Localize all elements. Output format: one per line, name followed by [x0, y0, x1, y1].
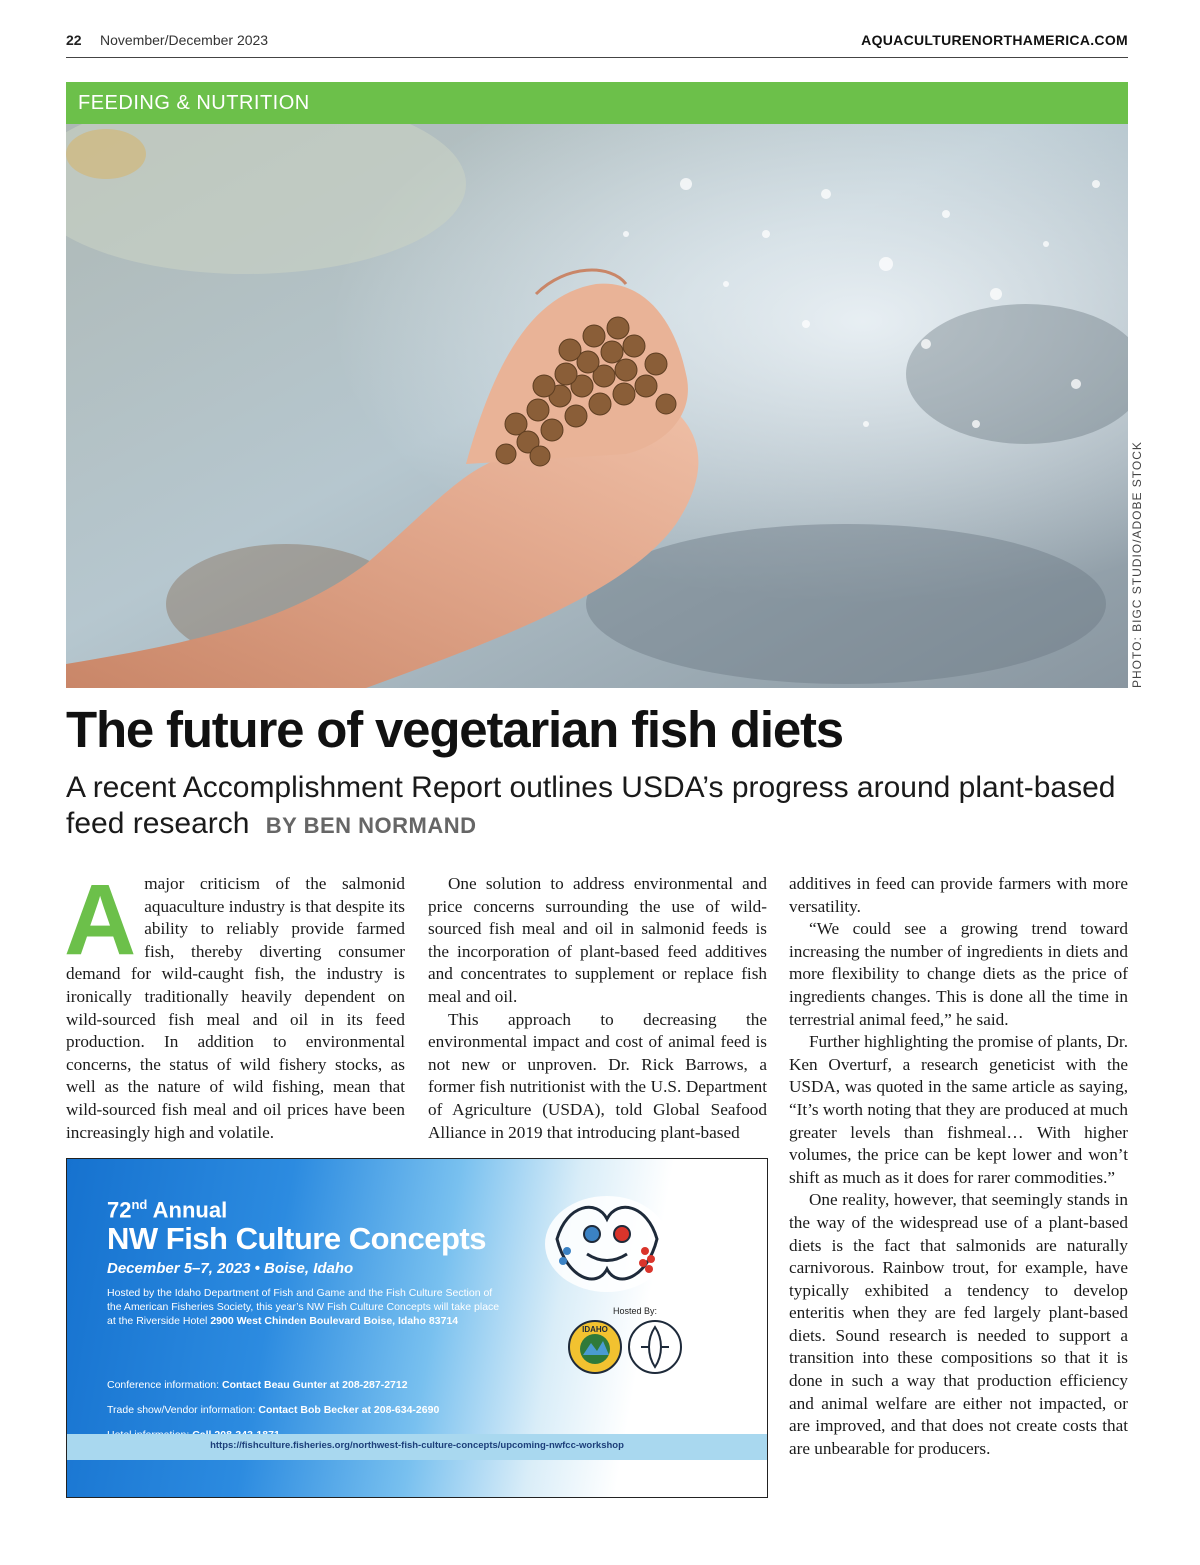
ad-annual-number: 72: [107, 1197, 132, 1223]
ad-title: NW Fish Culture Concepts: [107, 1221, 486, 1256]
ad-url-bar: [67, 1434, 767, 1460]
ad-description-text: Hosted by the Idaho Department of Fish and Game and the Fish Culture Section of the American Fisheries Society, this year’s NW Fish Culture Concepts will take place at the Riverside Hotel: [107, 1287, 500, 1327]
native-fish-artwork-icon: [537, 1189, 677, 1299]
event-advertisement[interactable]: [66, 1158, 768, 1498]
article-paragraph: [64, 864, 405, 1144]
hand-holding-fish-feed-pellets-icon: [66, 124, 1128, 688]
hero-photo: [66, 124, 1128, 688]
article-paragraph: Further highlighting the promise of plants, Dr. Ken Overturf, a research geneticist with the USDA, was quoted in the same article as saying, “It’s worth noting that they are produced at much greater levels than fishmeal… With higher volumes, the price can be kept lower and won’t shift as much as it does for rarer commodities.”: [789, 1032, 1128, 1187]
ad-conference-label: Conference information:: [107, 1379, 220, 1391]
ad-trade-label: Trade show/Vendor information:: [107, 1404, 256, 1416]
article-paragraph: This approach to decreasing the environmental impact and cost of animal feed is not new or unproven. Dr. Rick Barrows, a former fish nutritionist with the U.S. Department of Agriculture (USDA), told Global Seafood Alliance in 2019 that introducing plant-based: [428, 1009, 767, 1142]
ad-annual-suffix: nd: [131, 1197, 148, 1212]
ad-description: [107, 1286, 507, 1328]
drop-cap: A: [64, 864, 137, 976]
ad-dates: December 5–7, 2023 • Boise, Idaho: [107, 1260, 354, 1277]
ad-trade-info: [107, 1404, 439, 1416]
article-headline: The future of vegetarian fish diets: [66, 701, 843, 758]
article-paragraph: One solution to address environmental and price concerns surrounding the use of wild-sourced fish meal and oil in salmonid feeds is the incorporation of plant-based feed additives and concentrates to supplement or replace fish meal and oil.: [428, 874, 767, 1006]
ad-annual-word: Annual: [152, 1197, 228, 1223]
site-url[interactable]: AQUACULTURENORTHAMERICA.COM: [861, 32, 1128, 48]
article-paragraph: “We could see a growing trend toward increasing the number of ingredients in diets and more flexibility to change diets as the price of ingredients changes. This is done all the time in terrestrial animal feed,” he said.: [789, 919, 1128, 1029]
byline: BY BEN NORMAND: [265, 813, 477, 838]
idaho-logo-text: IDAHO: [582, 1325, 608, 1334]
photo-credit: PHOTO: BIGC STUDIO/ADOBE STOCK: [1130, 441, 1144, 688]
section-label: FEEDING & NUTRITION: [78, 92, 310, 114]
article-paragraph: additives in feed can provide farmers with more versatility.: [789, 874, 1128, 916]
ad-trade-contact[interactable]: Contact Bob Becker at 208-634-2690: [258, 1404, 440, 1416]
ad-conference-contact[interactable]: Contact Beau Gunter at 208-287-2712: [221, 1379, 408, 1391]
article-column-2: [428, 873, 767, 1144]
idaho-fish-game-logo-icon: [567, 1319, 623, 1375]
ad-url-link[interactable]: https://fishculture.fisheries.org/northwest-fish-culture-concepts/upcoming-nwfcc-workshop: [210, 1440, 624, 1451]
article-dek: [66, 770, 1128, 842]
article-column-1: [64, 864, 405, 1144]
ad-annual: [107, 1197, 227, 1223]
paragraph-text: major criticism of the salmonid aquaculture industry is that despite its ability to reliably provide farmed fish, thereby diverting consumer demand for wild-caught fish, the industry is ironically traditionally heavily dependent on wild-sourced fish meal and oil in its feed production. In addition to environmental concerns, the status of wild fishery stocks, as well as the nature of wild fishing, mean that wild-sourced fish meal and oil prices have been increasingly high and volatile.: [66, 874, 405, 1142]
ad-conference-info: [107, 1379, 408, 1391]
issue-date: November/December 2023: [100, 32, 269, 48]
ad-address: 2900 West Chinden Boulevard Boise, Idaho 83714: [210, 1315, 459, 1327]
ad-hosted-by: Hosted By:: [613, 1306, 658, 1316]
article-column-3: [789, 873, 1128, 1460]
section-banner: [66, 82, 1128, 124]
header-divider: [66, 57, 1128, 58]
page-number: 22: [66, 32, 82, 48]
fish-culture-section-logo-icon: [627, 1319, 683, 1375]
article-paragraph: One reality, however, that seemingly stands in the way of the widespread use of a plant-based diets is the fact that salmonids are naturally carnivorous. Rainbow trout, for example, have typically exhibited a tendency to develop enteritis when they are fed largely plant-based diets. Sound research is needed to support a transition into these compositions so that it is done in such a way that production efficiency and animal welfare are either not impacted, or are improved, and that does not create costs that are unbearable for producers.: [789, 1190, 1128, 1458]
dek-text: A recent Accomplishment Report outlines USDA’s progress around plant-based feed research: [66, 771, 1116, 840]
